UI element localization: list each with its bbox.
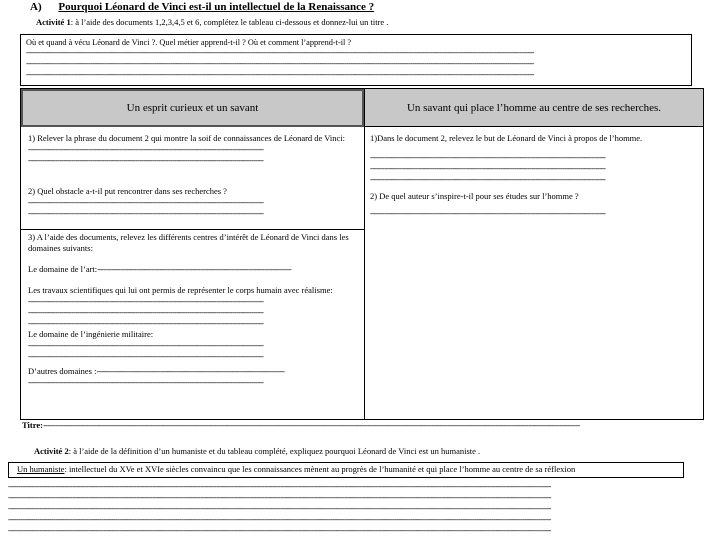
right-column-header: Un savant qui place l’homme au centre de ses recherches. (364, 89, 703, 127)
r1-text: 1)Dans le document 2, relevez le but de Léonard de Vinci à propos de l’homme. (370, 133, 643, 143)
answer-line[interactable]: ------------------------------------------------------------------------------------------------------------------ (28, 145, 264, 154)
answer-line[interactable]: ------------------------------------------------------------------------------------------------------------------ (28, 198, 264, 207)
right-question-1 (370, 133, 700, 219)
worksheet-table (20, 88, 704, 420)
q2-text: 2) Quel obstacle a-t-il put rencontrer dans ses recherches ? (28, 186, 227, 196)
answer-line[interactable]: ------------------------------------------------------------------------------------------------------------------ (28, 308, 264, 317)
definition-term: Un humaniste (17, 464, 65, 474)
answer-line[interactable]: ------------------------------------------------------------------------------------------------------------------ (370, 209, 606, 218)
titre-answer-line[interactable]: -------------------------------------------------------------------------------------------------------------------------------------------------------------------------------------------------------------------------------------------------------------------- (42, 421, 580, 430)
r2-text: 2) De quel auteur s’inspire-t-il pour ses études sur l’homme ? (370, 191, 579, 201)
answer-line[interactable]: ------------------------------------------------------------------------------------------------------------------ (28, 378, 264, 387)
question-1 (28, 133, 358, 166)
activity1-text: : à l’aide des documents 1,2,3,4,5 et 6, complétez le tableau ci-dessous et donnez-lui un titre . (70, 17, 389, 27)
column-divider (364, 89, 365, 419)
title-text: Pourquoi Léonard de Vinci est-il un intellectuel de la Renaissance ? (58, 1, 375, 13)
left-column-header: Un esprit curieux et un savant (21, 89, 364, 127)
intro-question: Où et quand à vécu Léonard de Vinci ?. Quel métier apprend-t-il ? Où et comment l’apprend-t-il ? (26, 38, 352, 47)
answer-line[interactable]: ------------------------------------------------------------------------------------------------------------------ (28, 209, 264, 218)
domain-science-label: Les travaux scientifiques qui lui ont permis de représenter le corps humain avec réalisme: (28, 285, 333, 295)
answer-line[interactable]: ---------------------------------------------------------------------------------------------- (97, 265, 292, 274)
answer-line[interactable]: ------------------------------------------------------------------------------------------------------------------ (370, 153, 606, 162)
q3-text: 3) A l’aide des documents, relevez les différents centres d’intérêt de Léonard de Vinci dans les domaines suivants: (28, 232, 349, 253)
answer-line[interactable]: ------------------------------------------------------------------------------------------------------------------ (28, 319, 264, 328)
definition-text: : intellectuel du XVe et XVIe siècles convaincu que les connaissances mènent au progrès de l’humanité et qui place l’homme au centre de sa réflexion (64, 464, 576, 474)
answer-line[interactable]: ----------------------------------------------------------------------------------------------------------------------------------------------------------------------------------------------------------------------------------------------------------------------- (8, 515, 551, 524)
answer-line[interactable]: ------------------------------------------------------------------------------------------------------------------ (28, 352, 264, 361)
domain-other (28, 366, 358, 377)
domain-art-label: Le domaine de l’art: (28, 264, 98, 274)
answer-line[interactable]: ------------------------------------------------------------------------------------------------------------------ (370, 175, 606, 184)
intro-box (20, 34, 692, 86)
titre-label: Titre: (22, 420, 43, 430)
section-title (30, 1, 374, 13)
question-3 (28, 232, 358, 388)
titre-line (22, 420, 702, 431)
activity2-text: : à l’aide de la définition d’un humaniste et du tableau complété, expliquez pourquoi Léonard de Vinci est un humaniste . (68, 446, 481, 456)
q3-separator (21, 229, 364, 230)
answer-line[interactable]: ----------------------------------------------------------------------------------------------------------------------------------------------------------------------------------------------------------------------------------------------------------------------- (8, 526, 551, 535)
section-label: A) (30, 1, 42, 13)
activity1-label: Activité 1 (36, 17, 71, 27)
answer-line[interactable]: ------------------------------------------------------------------------------------------------------------------------------------------------------------------------------------------------------------------------------------------------------ (26, 70, 534, 79)
domain-military-label: Le domaine de l’ingénierie militaire: (28, 329, 154, 339)
answer-line[interactable]: ------------------------------------------------------------------------------------------------------------------ (28, 341, 264, 350)
answer-line[interactable]: ------------------------------------------------------------------------------------------------------------------------------------------------------------------------------------------------------------------------------------------------------ (26, 59, 534, 68)
answer-line[interactable]: ----------------------------------------------------------------------------------------------------------------------------------------------------------------------------------------------------------------------------------------------------------------------- (8, 504, 551, 513)
answer-line[interactable]: ----------------------------------------------------------------------------------------------------------------------------------------------------------------------------------------------------------------------------------------------------------------------- (8, 482, 551, 491)
activity2-answer-area (8, 481, 706, 536)
answer-line[interactable]: ------------------------------------------------------------------------------------------------------------------ (370, 164, 606, 173)
answer-line[interactable]: ------------------------------------------------------------------------------------------------------------------ (28, 297, 264, 306)
activity1-instruction (36, 17, 388, 27)
answer-line[interactable]: ----------------------------------------------------------------------------------------------------------------------------------------------------------------------------------------------------------------------------------------------------------------------- (8, 493, 551, 502)
answer-line[interactable]: ------------------------------------------------------------------------------------------------------------------------------------------------------------------------------------------------------------------------------------------------------ (26, 48, 534, 57)
answer-line[interactable]: ------------------------------------------------------------------------------------------------------------------ (28, 156, 264, 165)
q1-text: 1) Relever la phrase du document 2 qui montre la soif de connaissances de Léonard de Vinci: (28, 133, 346, 143)
question-2 (28, 186, 358, 219)
domain-art (28, 264, 358, 275)
activity2-label: Activité 2 (34, 446, 69, 456)
definition-box (8, 462, 684, 478)
activity2-instruction (34, 446, 480, 456)
answer-line[interactable]: ------------------------------------------------------------------------------------------- (96, 367, 285, 376)
domain-other-label: D’autres domaines : (28, 366, 97, 376)
